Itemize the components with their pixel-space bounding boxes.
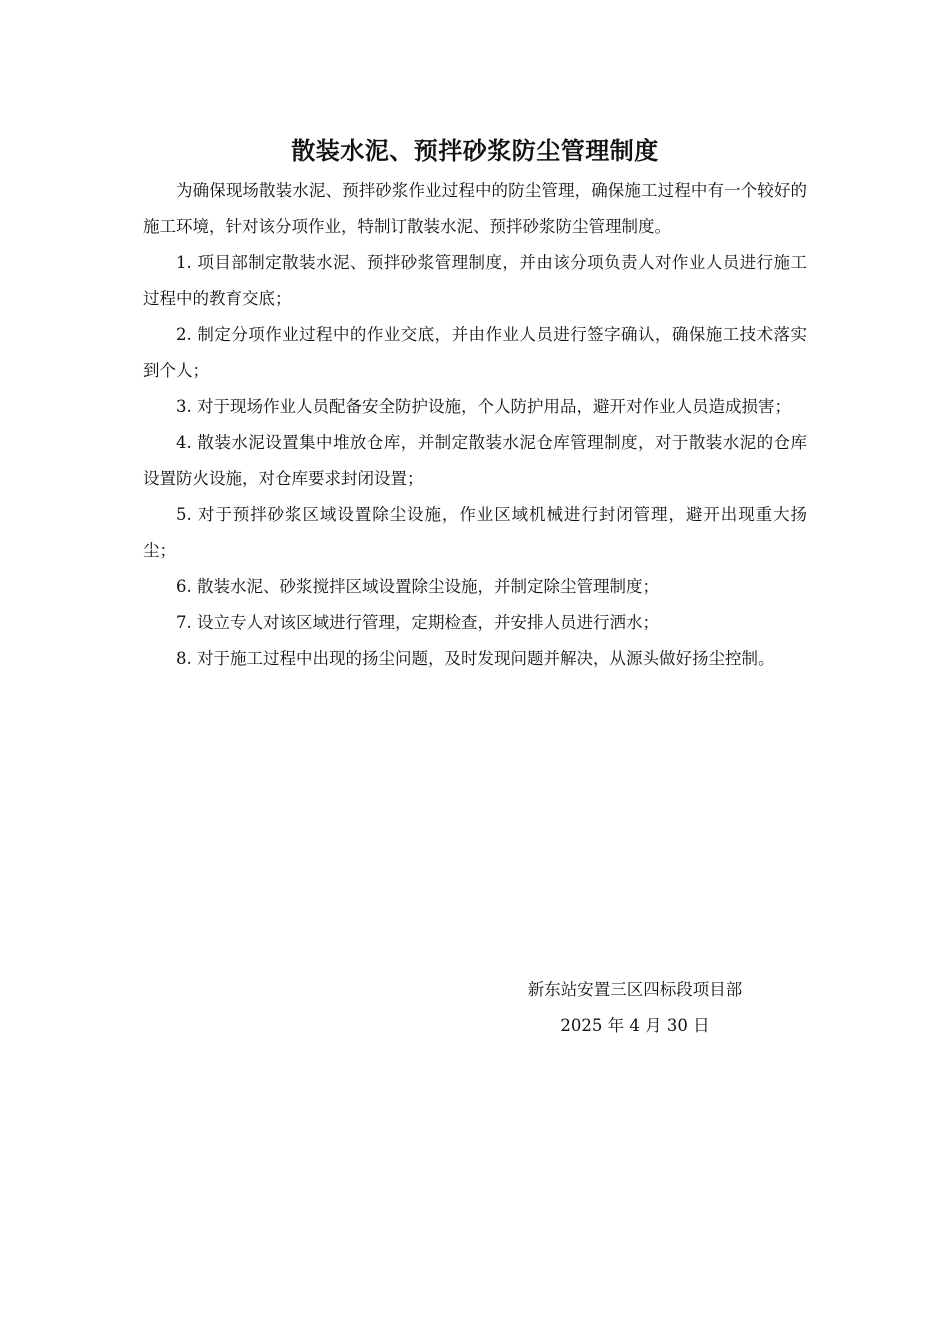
list-item: 5. 对于预拌砂浆区域设置除尘设施，作业区域机械进行封闭管理，避开出现重大扬尘；	[143, 505, 807, 560]
list-item: 1. 项目部制定散装水泥、预拌砂浆管理制度，并由该分项负责人对作业人员进行施工过程中的教育交底；	[143, 253, 807, 308]
list-item: 8. 对于施工过程中出现的扬尘问题，及时发现问题并解决，从源头做好扬尘控制。	[176, 649, 775, 668]
list-item: 2. 制定分项作业过程中的作业交底，并由作业人员进行签字确认，确保施工技术落实到个人；	[143, 325, 807, 380]
document-body	[143, 173, 807, 677]
list-item: 7. 设立专人对该区域进行管理，定期检查，并安排人员进行洒水；	[176, 613, 659, 632]
list-item: 4. 散装水泥设置集中堆放仓库，并制定散装水泥仓库管理制度，对于散装水泥的仓库设置防火设施，对仓库要求封闭设置；	[143, 433, 807, 488]
list-item: 6. 散装水泥、砂浆搅拌区域设置除尘设施，并制定除尘管理制度；	[176, 577, 659, 596]
document-title: 散装水泥、预拌砂浆防尘管理制度	[291, 136, 659, 165]
intro-paragraph: 为确保现场散装水泥、预拌砂浆作业过程中的防尘管理，确保施工过程中有一个较好的施工环境，针对该分项作业，特制订散装水泥、预拌砂浆防尘管理制度。	[143, 181, 807, 236]
signature-block	[490, 972, 780, 1044]
signature-date: 2025 年 4 月 30 日	[560, 1016, 710, 1035]
signature-organization: 新东站安置三区四标段项目部	[527, 980, 743, 999]
list-item: 3. 对于现场作业人员配备安全防护设施，个人防护用品，避开对作业人员造成损害；	[176, 397, 791, 416]
